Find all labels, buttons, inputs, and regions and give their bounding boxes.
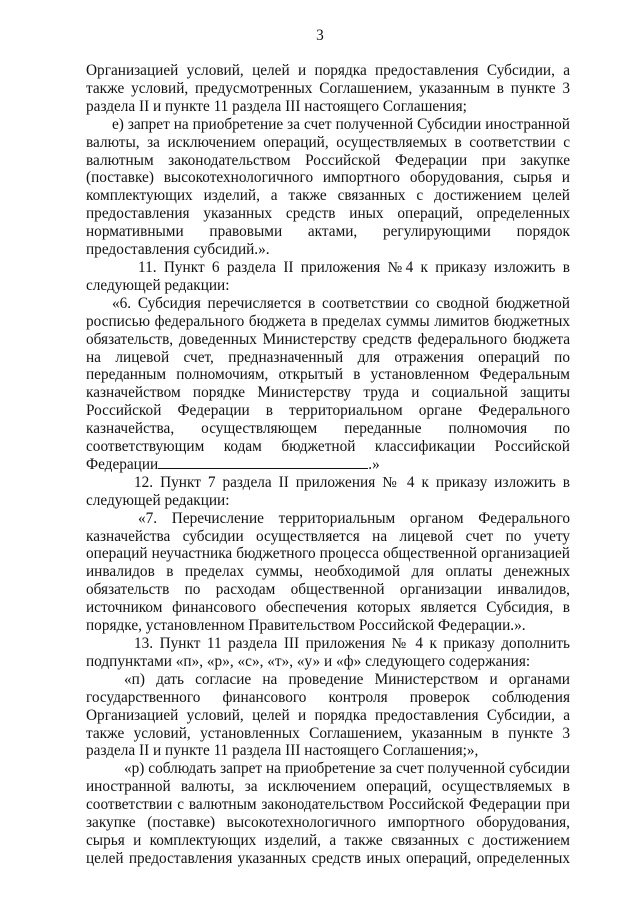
- paragraph-item-12: 12. Пункт 7 раздела II приложения № 4 к приказу изложить в следующей редакции:: [86, 473, 570, 509]
- paragraph-subitem-r: «р) соблюдать запрет на приобретение за счет полученной субсидии иностранной валюты, за исключением операций, осуществляемых в соответствии с валютным законодательством Российской Федерации при закупке (поставке) высокотехнологичного импортного оборудования, сырья и комплектующих изделий, а также связанных с достижением целей предоставления указанных средств иных операций, определенных: [86, 760, 570, 867]
- paragraph-quote-6: «6. Субсидия перечисляется в соответствии со сводной бюджетной росписью федерального бюджета в пределах суммы лимитов бюджетных обязательств, доведенных Министерству средств федерального бюджета на лицевой счет, предназначенный для отражения операций по переданным полномочиям, открытый в установленном Федеральным казначейством порядке Министерству труда и социальной защиты Российской Федерации в территориальном органе Федерального казначейства, осуществляющем переданные полномочия по соответствующим кодам бюджетной классификации Российской: [86, 294, 570, 456]
- paragraph-subitem-p: «п) дать согласие на проведение Министерством и органами государственного финансового контроля проверок соблюдения Организацией условий, целей и порядка предоставления Субсидии, а также условий, установленных Соглашением, указанным в пункте 3 раздела II и пункте 11 раздела III настоящего Соглашения;»,: [86, 670, 570, 760]
- paragraph-item-13: 13. Пункт 11 раздела III приложения № 4 к приказу дополнить подпунктами «п», «р», «с», «т», «у» и «ф» следующего содержания:: [86, 635, 570, 670]
- paragraph-quote-6-end-text: Федерации: [86, 455, 159, 473]
- blank-underline: [158, 456, 368, 469]
- paragraph-quote-6-end: [86, 456, 570, 474]
- paragraph-continuation: Организацией условий, целей и порядка предоставления Субсидии, а также условий, предусмотренных Соглашением, указанным в пункте 3 раздела II и пункте 11 раздела III настоящего Соглашения;: [86, 62, 570, 115]
- document-body: [86, 62, 570, 868]
- paragraph-quote-7: «7. Перечисление территориальным органом Федерального казначейства субсидии осуществляется на лицевой счет по учету операций неучастника бюджетного процесса общественной организацией инвалидов в пределах суммы, необходимой для оплаты денежных обязательств по расходам общественной организации инвалидов, источником финансового обеспечения которых является Субсидия, в порядке, установленном Правительством Российской Федерации.».: [86, 509, 570, 635]
- page-number: 3: [316, 27, 324, 44]
- paragraph-quote-6-closing: .»: [368, 455, 380, 473]
- paragraph-item-11: 11. Пункт 6 раздела II приложения №4 к приказу изложить в следующей редакции:: [86, 258, 570, 294]
- paragraph-clause-e: е) запрет на приобретение за счет полученной Субсидии иностранной валюты, за исключением операций, осуществляемых в соответствии с валютным законодательством Российской Федерации при закупке (поставке) высокотехнологичного импортного оборудования, сырья и комплектующих изделий, а также связанных с достижением целей предоставления указанных средств иных операций, определенных нормативными правовыми актами, регулирующими порядок предоставления субсидий.».: [86, 115, 570, 259]
